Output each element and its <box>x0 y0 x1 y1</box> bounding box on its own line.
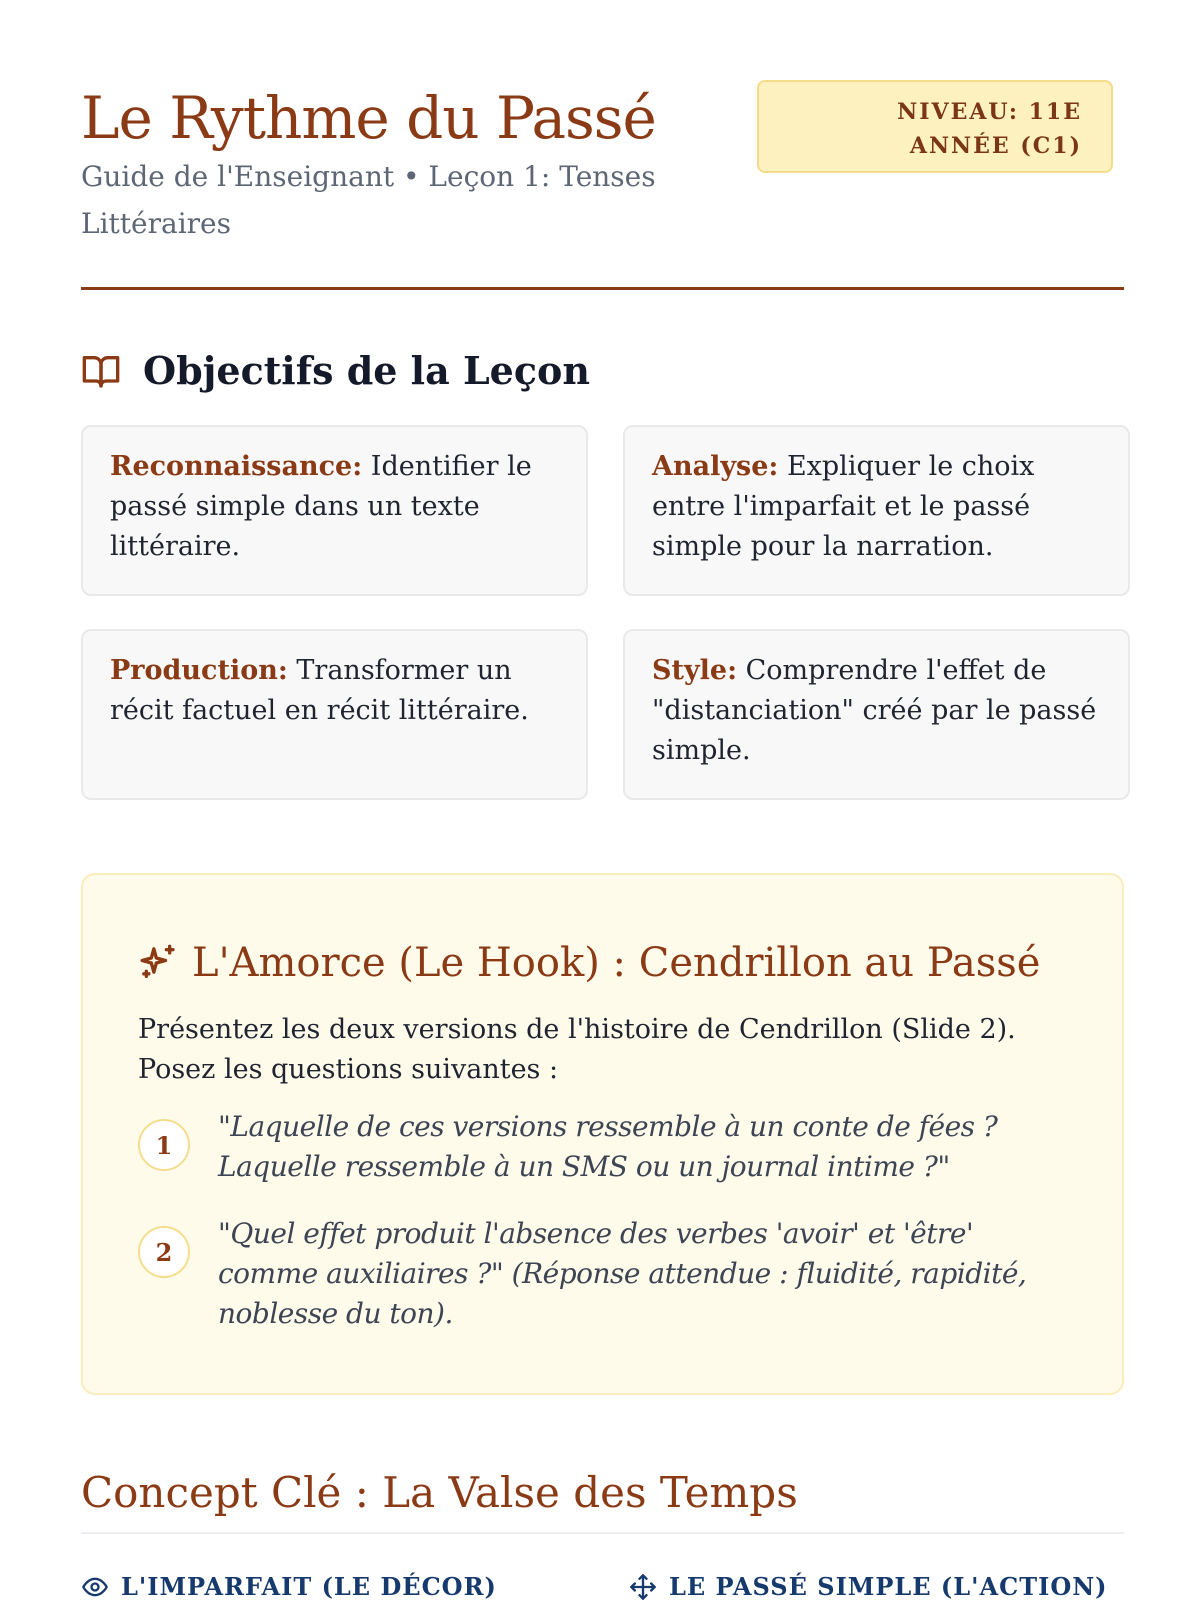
question-item <box>138 1107 1068 1187</box>
hook-intro: Présentez les deux versions de l'histoire de Cendrillon (Slide 2). Posez les questions suivantes : <box>138 1014 1016 1085</box>
objectives-heading <box>81 345 590 397</box>
objective-card-style <box>623 629 1130 800</box>
eye-icon <box>81 1573 109 1601</box>
page-title: Le Rythme du Passé <box>81 84 656 152</box>
objective-text: Expliquer le choix entre l'imparfait et le passé simple pour la narration. <box>652 451 1035 562</box>
passe-simple-label: LE PASSÉ SIMPLE (L'ACTION) <box>669 1572 1108 1601</box>
question-text: "Laquelle de ces versions ressemble à un conte de fées ? Laquelle ressemble à un SMS ou un journal intime ?" <box>218 1110 998 1183</box>
header-divider <box>81 287 1124 290</box>
objective-label: Analyse: <box>652 451 779 482</box>
question-number: 2 <box>138 1226 190 1278</box>
objective-label: Production: <box>110 655 288 686</box>
hook-title: L'Amorce (Le Hook) : Cendrillon au Passé <box>192 940 1041 986</box>
hook-heading <box>138 935 1040 991</box>
level-badge: NIVEAU: 11E ANNÉE (C1) <box>757 80 1113 173</box>
concept-title: Concept Clé : La Valse des Temps <box>81 1468 798 1517</box>
imparfait-column-heading <box>81 1572 497 1601</box>
objective-card-production <box>81 629 588 800</box>
objective-text: Transformer un récit factuel en récit littéraire. <box>110 655 529 726</box>
objective-text: Comprendre l'effet de "distanciation" créé par le passé simple. <box>652 655 1097 766</box>
lesson-guide-page <box>81 0 1124 1601</box>
hook-box <box>81 873 1124 1395</box>
question-item <box>138 1214 1068 1334</box>
objective-card-analysis <box>623 425 1130 596</box>
objective-text: Identifier le passé simple dans un texte littéraire. <box>110 451 532 562</box>
sparkles-icon <box>138 943 178 983</box>
concept-divider <box>81 1532 1124 1534</box>
objectives-title: Objectifs de la Leçon <box>143 348 590 393</box>
book-icon <box>81 351 121 391</box>
objective-card-recognition <box>81 425 588 596</box>
objective-label: Reconnaissance: <box>110 451 363 482</box>
imparfait-label: L'IMPARFAIT (LE DÉCOR) <box>121 1572 497 1601</box>
move-icon <box>629 1573 657 1601</box>
page-subtitle: Guide de l'Enseignant • Leçon 1: Tenses Littéraires <box>81 160 656 240</box>
question-text: "Quel effet produit l'absence des verbes 'avoir' et 'être' comme auxiliaires ?" (Réponse attendue : fluidité, rapidité, noblesse du ton). <box>218 1217 1027 1330</box>
question-number: 1 <box>138 1119 190 1171</box>
header <box>81 0 1124 292</box>
objective-label: Style: <box>652 655 738 686</box>
passe-simple-column-heading <box>629 1572 1108 1601</box>
